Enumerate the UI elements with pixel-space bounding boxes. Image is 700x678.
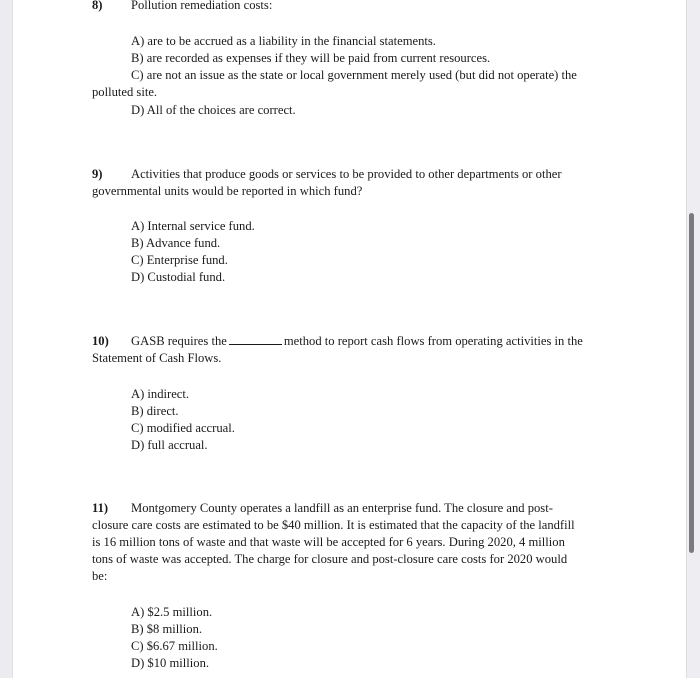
stem-before-blank: GASB requires the [131,334,227,348]
question-number: 8) [92,0,103,12]
option-a[interactable]: A) indirect. [131,387,190,401]
question-stem-line-2: governmental units would be reported in which fund? [92,184,363,198]
question-stem-line-1 [131,333,583,349]
option-b[interactable]: B) are recorded as expenses if they will be paid from current resources. [131,51,491,65]
question-stem-line-4: tons of waste was accepted. The charge for closure and post-closure care costs for 2020 would [92,552,568,566]
question-stem-line-3: is 16 million tons of waste and that waste will be accepted for 6 years. During 2020, 4 million [92,535,565,549]
question-stem-line-2: closure care costs are estimated to be $40 million. It is estimated that the capacity of the landfill [92,518,575,532]
question-stem-line-2: Statement of Cash Flows. [92,351,222,365]
question-stem: Pollution remediation costs: [131,0,273,12]
option-a[interactable]: A) $2.5 million. [131,605,213,619]
option-a[interactable]: A) Internal service fund. [131,219,255,233]
question-number: 9) [92,167,103,181]
answer-blank [229,334,282,345]
option-d[interactable]: D) $10 million. [131,656,210,670]
option-d[interactable]: D) full accrual. [131,438,208,452]
option-b[interactable]: B) $8 million. [131,622,203,636]
option-d[interactable]: D) All of the choices are correct. [131,103,296,117]
question-stem-line-5: be: [92,569,108,583]
option-c[interactable]: C) are not an issue as the state or local government merely used (but did not operate) the [131,68,577,82]
option-c[interactable]: C) modified accrual. [131,421,235,435]
vertical-scrollbar-thumb[interactable] [689,213,694,553]
option-a[interactable]: A) are to be accrued as a liability in the financial statements. [131,34,436,48]
option-b[interactable]: B) Advance fund. [131,236,221,250]
question-number: 11) [92,501,109,515]
question-stem-line-1: Activities that produce goods or services to be provided to other departments or other [131,167,562,181]
question-stem-line-1: Montgomery County operates a landfill as an enterprise fund. The closure and post- [131,501,553,515]
stem-after-blank: method to report cash flows from operating activities in the [283,334,583,348]
option-c[interactable]: C) $6.67 million. [131,639,218,653]
option-c-continued: polluted site. [92,85,158,99]
option-b[interactable]: B) direct. [131,404,179,418]
question-number: 10) [92,334,109,348]
option-c[interactable]: C) Enterprise fund. [131,253,228,267]
option-d[interactable]: D) Custodial fund. [131,270,226,284]
